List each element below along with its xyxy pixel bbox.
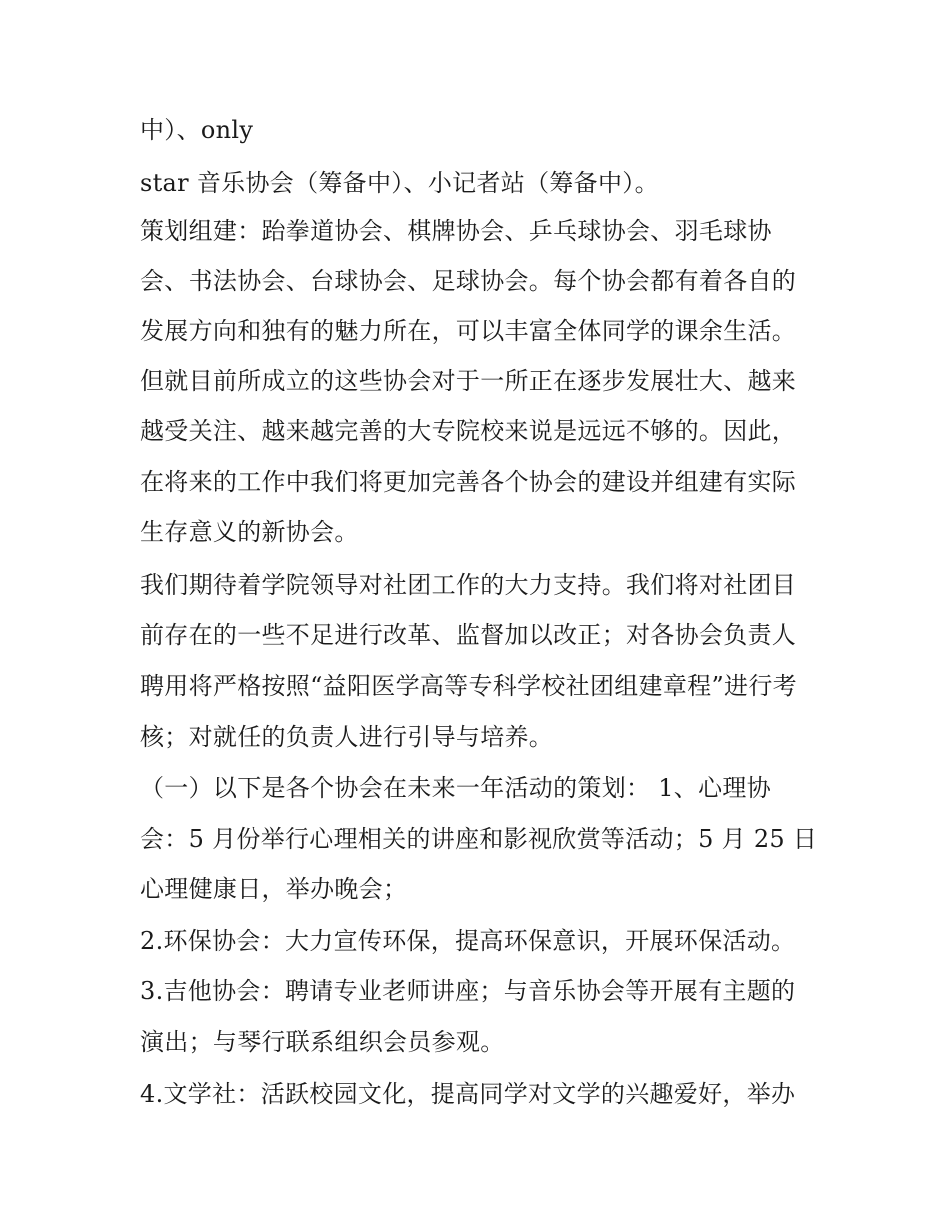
text-line: star 音乐协会（筹备中）、小记者站（筹备中）。 <box>140 169 659 197</box>
text-line: 但就目前所成立的这些协会对于一所正在逐步发展壮大、越来 <box>140 367 797 395</box>
text-line: 演出；与琴行联系组织会员参观。 <box>140 1028 505 1056</box>
text-line: 心理健康日，举办晚会； <box>140 875 408 903</box>
text-line: 发展方向和独有的魅力所在，可以丰富全体同学的课余生活。 <box>140 317 797 345</box>
text-line: 聘用将严格按照“益阳医学高等专科学校社团组建章程”进行考 <box>140 672 797 700</box>
text-line: 在将来的工作中我们将更加完善各个协会的建设并组建有实际 <box>140 468 797 496</box>
text-line: 4.文学社：活跃校园文化，提高同学对文学的兴趣爱好，举办 <box>140 1080 796 1108</box>
text-line: 3.吉他协会：聘请专业老师讲座；与音乐协会等开展有主题的 <box>140 977 796 1005</box>
text-line: 核；对就任的负责人进行引导与培养。 <box>140 723 554 751</box>
text-line: 2.环保协会：大力宣传环保，提高环保意识，开展环保活动。 <box>140 927 796 955</box>
text-line: 我们期待着学院领导对社团工作的大力支持。我们将对社团目 <box>140 571 797 599</box>
text-line: 生存意义的新协会。 <box>140 518 359 546</box>
text-line: 越受关注、越来越完善的大专院校来说是远远不够的。因此， <box>140 417 797 445</box>
text-line: 中）、only <box>140 116 254 144</box>
text-line: （一）以下是各个协会在未来一年活动的策划： 1、心理协 <box>140 774 771 802</box>
text-line: 前存在的一些不足进行改革、监督加以改正；对各协会负责人 <box>140 621 797 649</box>
text-line: 会：5 月份举行心理相关的讲座和影视欣赏等活动；5 月 25 日 <box>140 825 818 853</box>
text-line: 策划组建：跆拳道协会、棋牌协会、乒乓球协会、羽毛球协 <box>140 217 772 245</box>
text-line: 会、书法协会、台球协会、足球协会。每个协会都有着各自的 <box>140 267 797 295</box>
